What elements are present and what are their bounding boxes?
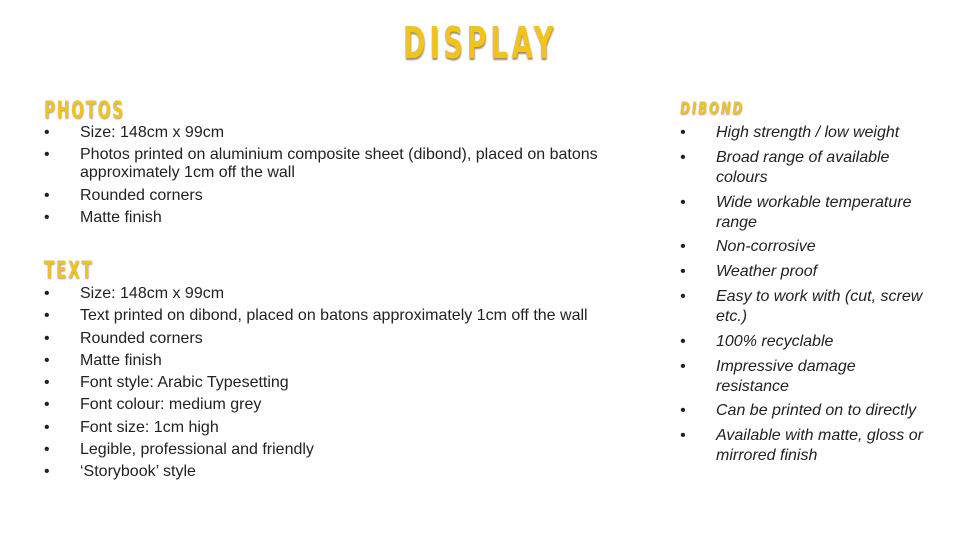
list-item: • Text printed on dibond, placed on batons approximately 1cm off the wall [44,307,654,325]
list-item: • Broad range of available colours [680,148,930,188]
list-item: • High strength / low weight [680,123,930,143]
list-item: • Weather proof [680,262,930,282]
list-item: • Font colour: medium grey [44,396,654,414]
text-list [44,285,654,486]
list-item: • ‘Storybook’ style [44,463,654,481]
list-item: • Wide workable temperature range [680,193,930,233]
list-item: • Font style: Arabic Typesetting [44,374,654,392]
photos-heading: PHOTOS [44,96,125,124]
list-item: • Size: 148cm x 99cm [44,285,654,303]
list-item: • Size: 148cm x 99cm [44,124,654,142]
list-item: • Rounded corners [44,330,654,348]
list-item: • Can be printed on to directly [680,401,930,421]
text-heading: TEXT [44,256,94,284]
list-item: • Available with matte, gloss or mirrored finish [680,426,930,466]
dibond-list [680,123,930,471]
dibond-heading: DIBOND [680,99,745,119]
list-item: • Matte finish [44,209,654,227]
list-item: • Rounded corners [44,187,654,205]
list-item: • Non-corrosive [680,237,930,257]
slide-title: DISPLAY [402,18,558,69]
list-item: • Font size: 1cm high [44,419,654,437]
list-item: • Matte finish [44,352,654,370]
photos-list [44,124,654,231]
list-item: • Photos printed on aluminium composite sheet (dibond), placed on batons approximately 1cm off the wall [44,146,654,182]
list-item: • Legible, professional and friendly [44,441,654,459]
list-item: • Impressive damage resistance [680,357,930,397]
list-item: • Easy to work with (cut, screw etc.) [680,287,930,327]
list-item: • 100% recyclable [680,332,930,352]
